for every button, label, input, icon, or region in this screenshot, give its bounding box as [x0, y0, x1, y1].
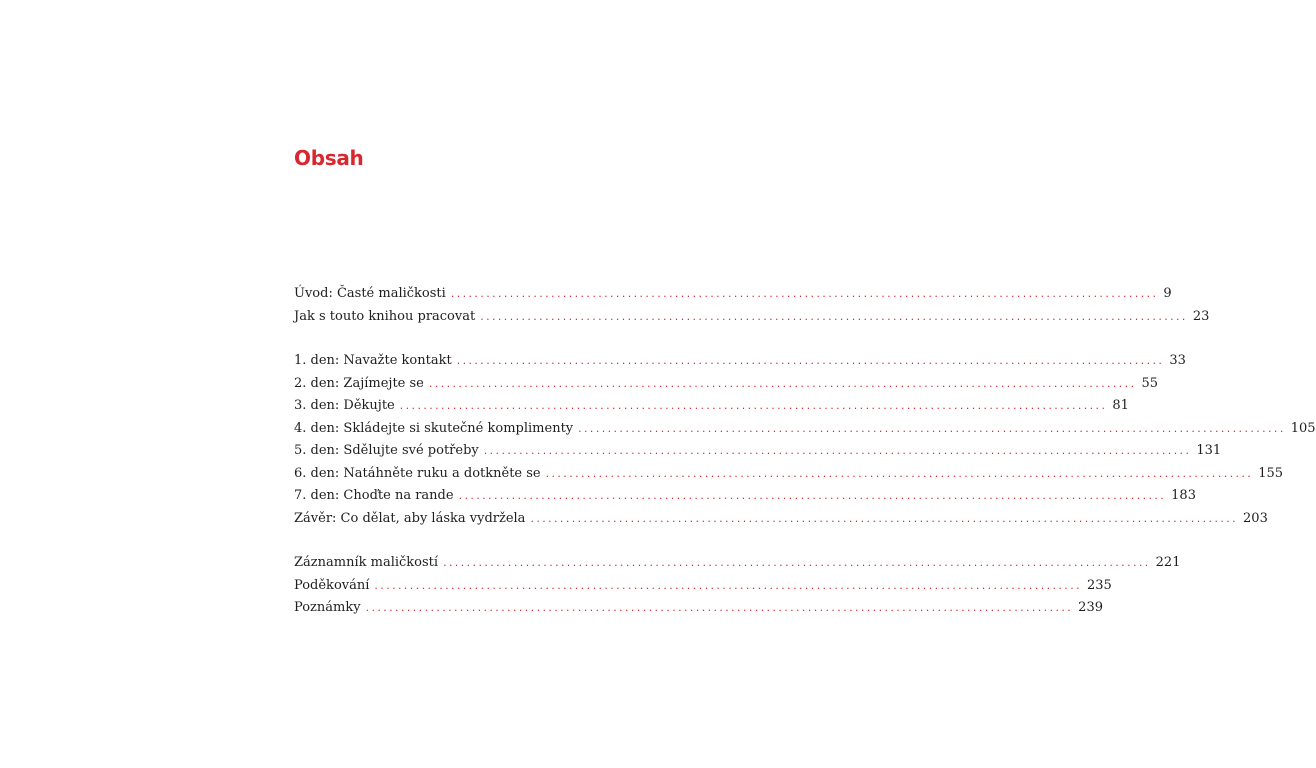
toc-entry-title: 3. den: Děkujte — [294, 398, 395, 413]
toc-entry — [294, 600, 1103, 623]
toc-entry-page: 105 — [1290, 420, 1316, 436]
toc-entry — [294, 353, 1186, 376]
dot-leader: ........................................................................................................................ — [450, 287, 1159, 300]
toc-entry-title: Poznámky — [294, 600, 361, 615]
dot-leader: ........................................................................................................................ — [428, 376, 1137, 390]
dot-leader: ........................................................................................................................ — [578, 421, 1286, 435]
toc-entry — [294, 510, 1268, 534]
toc-entry-page: 221 — [1155, 555, 1181, 570]
dot-leader: ........................................................................................................................ — [480, 309, 1188, 323]
toc-entry-page: 33 — [1169, 353, 1186, 368]
table-of-contents — [294, 286, 1316, 623]
toc-entry-page: 183 — [1171, 488, 1196, 503]
toc-entry — [294, 420, 1316, 444]
toc-entry-title: Jak s touto knihou pracovat — [294, 308, 476, 324]
toc-entry-page: 81 — [1112, 398, 1129, 413]
dot-leader: ........................................................................................................................ — [456, 354, 1165, 367]
toc-entry-title: 4. den: Skládejte si skutečné komplimenty — [294, 420, 574, 436]
dot-leader: ........................................................................................................................ — [365, 601, 1074, 614]
dot-leader: ........................................................................................................................ — [530, 511, 1239, 525]
toc-entry-page: 55 — [1141, 375, 1159, 391]
toc-entry — [294, 577, 1112, 601]
toc-entry-page: 23 — [1192, 308, 1210, 324]
dot-leader: ........................................................................................................................ — [399, 399, 1108, 412]
toc-group-days — [294, 353, 1316, 533]
toc-entry-page: 155 — [1258, 465, 1284, 481]
dot-leader: ........................................................................................................................ — [545, 466, 1254, 480]
dot-leader: ........................................................................................................................ — [483, 444, 1192, 457]
toc-entry-title: Závěr: Co dělat, aby láska vydržela — [294, 510, 526, 526]
toc-entry-title: Záznamník maličkostí — [294, 555, 439, 570]
toc-entry — [294, 286, 1172, 309]
toc-entry-page: 235 — [1087, 577, 1112, 593]
toc-entry-title: Úvod: Časté maličkosti — [294, 286, 446, 301]
toc-group-front-matter — [294, 286, 1210, 331]
toc-group-back-matter — [294, 555, 1181, 623]
toc-entry — [294, 398, 1129, 421]
toc-entry — [294, 375, 1159, 399]
toc-entry — [294, 443, 1222, 466]
toc-entry-title: 1. den: Navažte kontakt — [294, 353, 452, 368]
dot-leader: ........................................................................................................................ — [374, 578, 1082, 592]
toc-entry-title: 2. den: Zajímejte se — [294, 375, 424, 391]
toc-entry-page: 203 — [1243, 510, 1268, 526]
toc-entry-page: 131 — [1196, 443, 1222, 458]
dot-leader: ........................................................................................................................ — [443, 556, 1151, 569]
page-title: Obsah — [294, 146, 364, 170]
toc-entry-title: 6. den: Natáhněte ruku a dotkněte se — [294, 465, 541, 481]
toc-entry — [294, 488, 1196, 511]
toc-entry — [294, 308, 1210, 332]
toc-entry-page: 239 — [1078, 600, 1103, 615]
toc-entry-title: Poděkování — [294, 577, 370, 593]
toc-entry-page: 9 — [1163, 286, 1172, 301]
toc-entry-title: 5. den: Sdělujte své potřeby — [294, 443, 479, 458]
toc-entry — [294, 555, 1181, 578]
dot-leader: ........................................................................................................................ — [458, 489, 1167, 502]
toc-entry-title: 7. den: Choďte na rande — [294, 488, 454, 503]
toc-entry — [294, 465, 1284, 489]
